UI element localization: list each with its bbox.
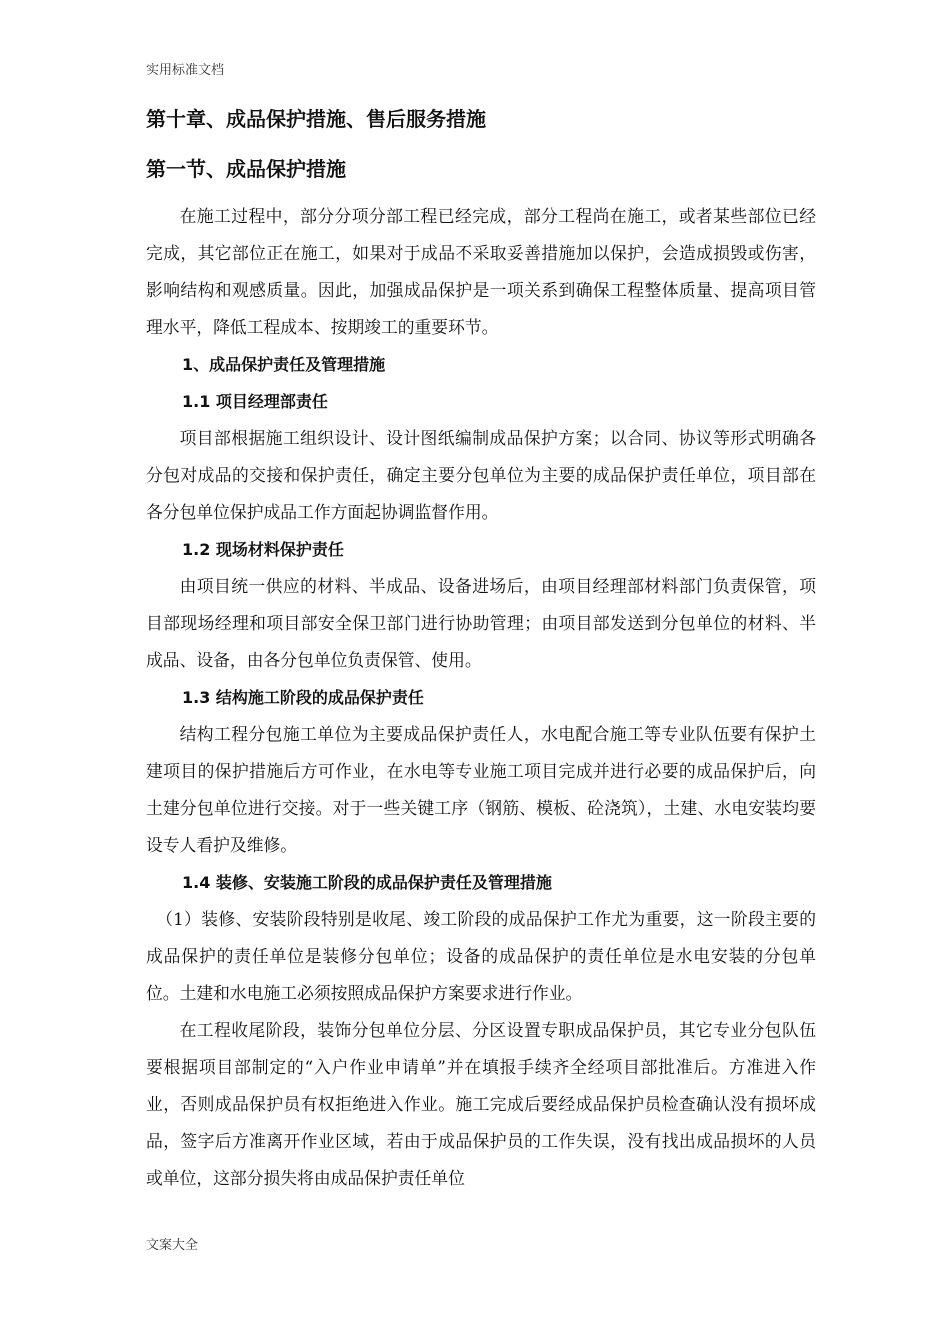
page-footer: 文案大全 bbox=[146, 1238, 199, 1253]
heading-1-2: 1.2 现场材料保护责任 bbox=[182, 540, 344, 559]
heading-1: 1、成品保护责任及管理措施 bbox=[182, 355, 386, 374]
section-title: 第一节、成品保护措施 bbox=[146, 157, 346, 181]
paragraph-1-3: 结构工程分包施工单位为主要成品保护责任人，水电配合施工等专业队伍要有保护土建项目的保护措施后方可作业，在水电等专业施工项目完成并进行必要的成品保护后，向土建分包单位进行交接。对于一些关键工序（钢筋、模板、砼浇筑），土建、水电安装均要设专人看护及维修。 bbox=[146, 724, 816, 855]
heading-1-3: 1.3 结构施工阶段的成品保护责任 bbox=[182, 688, 424, 707]
heading-1-1: 1.1 项目经理部责任 bbox=[182, 392, 328, 411]
chapter-title: 第十章、成品保护措施、售后服务措施 bbox=[146, 107, 486, 131]
paragraph-1-2: 由项目统一供应的材料、半成品、设备进场后，由项目经理部材料部门负责保管，项目部现场经理和项目部安全保卫部门进行协助管理；由项目部发送到分包单位的材料、半成品、设备，由各分包单位负责保管、使用。 bbox=[146, 576, 816, 670]
heading-1-4: 1.4 装修、安装施工阶段的成品保护责任及管理措施 bbox=[182, 873, 552, 892]
paragraph-1-4-a: （1）装修、安装阶段特别是收尾、竣工阶段的成品保护工作尤为重要，这一阶段主要的成品保护的责任单位是装修分包单位；设备的成品保护的责任单位是水电安装的分包单位。土建和水电施工必须按照成品保护方案要求进行作业。 bbox=[146, 909, 816, 1003]
document-body bbox=[146, 104, 816, 1197]
intro-paragraph: 在施工过程中，部分分项分部工程已经完成，部分工程尚在施工，或者某些部位已经完成，其它部位正在施工，如果对于成品不采取妥善措施加以保护，会造成损毁或伤害，影响结构和观感质量。因此，加强成品保护是一项关系到确保工程整体质量、提高项目管理水平，降低工程成本、按期竣工的重要环节。 bbox=[146, 206, 816, 337]
paragraph-1-1: 项目部根据施工组织设计、设计图纸编制成品保护方案；以合同、协议等形式明确各分包对成品的交接和保护责任，确定主要分包单位为主要的成品保护责任单位，项目部在各分包单位保护成品工作方面起协调监督作用。 bbox=[146, 428, 816, 522]
paragraph-1-4-b: 在工程收尾阶段，装饰分包单位分层、分区设置专职成品保护员，其它专业分包队伍要根据项目部制定的“入户作业申请单”并在填报手续齐全经项目部批准后。方准进入作业，否则成品保护员有权拒绝进入作业。施工完成后要经成品保护员检查确认没有损坏成品，签字后方准离开作业区域，若由于成品保护员的工作失误，没有找出成品损坏的人员或单位，这部分损失将由成品保护责任单位 bbox=[146, 1020, 816, 1188]
page-header: 实用标准文档 bbox=[146, 63, 225, 78]
